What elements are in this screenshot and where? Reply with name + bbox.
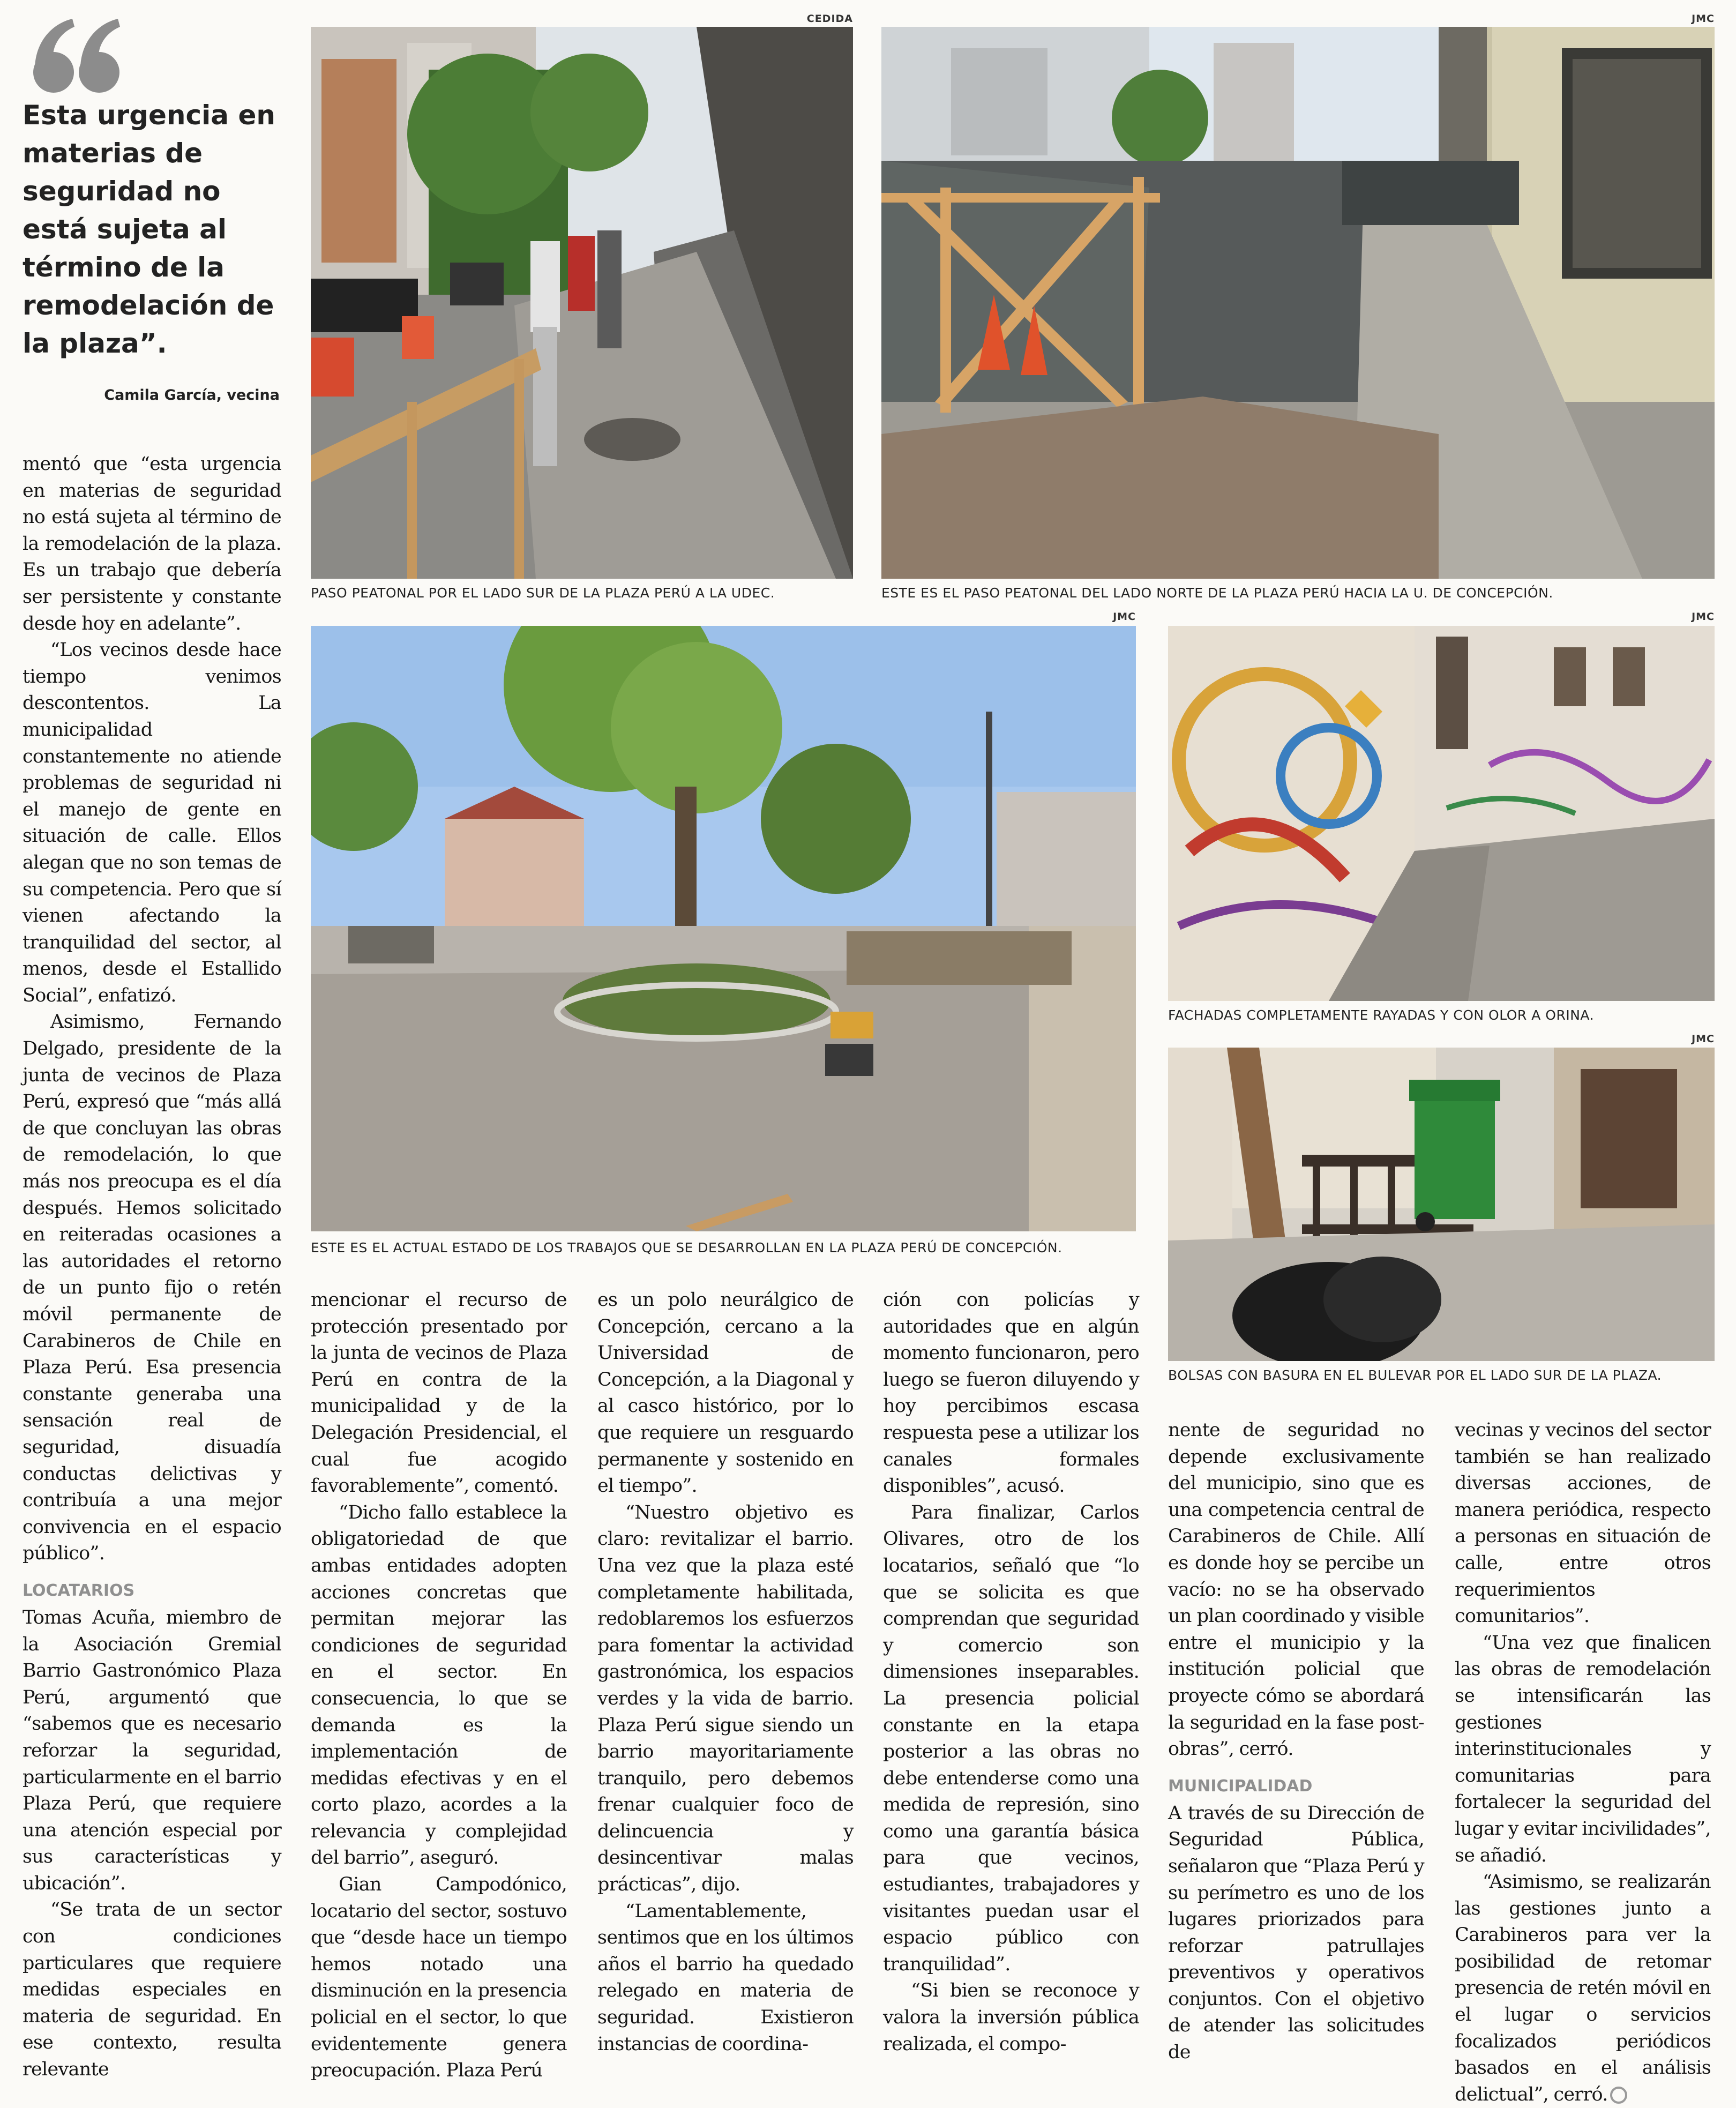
photo-caption: FACHADAS COMPLETAMENTE RAYADAS Y CON OLOR A ORINA. bbox=[1168, 1007, 1595, 1023]
paragraph: Para finalizar, Carlos Olivares, otro de los locatarios, señaló que “lo que se solicita es que comprendan que seguridad y comercio son dimensiones inseparables. La presencia policial constante en la etapa posterior a las obras no debe entenderse como una medida de represión, sino como una garantía básica para que vecinos, estudiantes, trabajadores y visitantes puedan usar el espacio público con tranquilidad”. bbox=[883, 1501, 1139, 1975]
pull-quote: Esta urgencia en materias de seguridad no está sujeta al término de la remodelación de la plaza”. bbox=[23, 100, 275, 359]
photo-graffiti-facades bbox=[1168, 626, 1715, 1001]
article-column-6 bbox=[1455, 1417, 1711, 2108]
photo-caption: ESTE ES EL ACTUAL ESTADO DE LOS TRABAJOS QUE SE DESARROLLAN EN LA PLAZA PERÚ DE CONCEPCIÓN. bbox=[311, 1240, 1062, 1255]
paragraph: mentó que “esta urgencia en materias de seguridad no está sujeta al término de la remodelación de la plaza. Es un trabajo que debería ser persistente y constante desde hoy en adelante”. bbox=[23, 453, 281, 634]
paragraph: Asimismo, Fernando Delgado, presidente de la junta de vecinos de Plaza Perú, expresó que “más allá de que concluyan las obras de remodelación, lo que más nos preocupa es el día después. Hemos solicitado en reiteradas ocasiones a las autoridades el retorno de un punto fijo o retén móvil permanente de Carabineros de Chile en Plaza Perú. Esa presencia constante generaba una sensación real de seguridad, disuadía conductas delictivas y contribuía a una mejor convivencia en el espacio público”. bbox=[23, 1011, 281, 1565]
article-column-4 bbox=[883, 1287, 1139, 2058]
photo-credit: JMC bbox=[1692, 13, 1715, 25]
photo-credit: JMC bbox=[1692, 611, 1715, 623]
photo-caption: ESTE ES EL PASO PEATONAL DEL LADO NORTE DE LA PLAZA PERÚ HACIA LA U. DE CONCEPCIÓN. bbox=[881, 585, 1553, 601]
photo-north-walkway bbox=[881, 27, 1715, 579]
paragraph: es un polo neurálgico de Concepción, cercano a la Universidad de Concepción, a la Diagonal y al casco histórico, por lo que requiere un resguardo permanente y sostenido en el tiempo”. bbox=[597, 1289, 854, 1497]
paragraph: “Los vecinos desde hace tiempo venimos descontentos. La municipalidad constantemente no atiende problemas de seguridad ni el manejo de gente en situación de calle. Ellos alegan que no son temas de su competencia. Pero que sí vienen afectando la tranquilidad del sector, al menos, desde el Estallido Social”, enfatizó. bbox=[23, 639, 281, 1006]
paragraph-text: “Asimismo, se realizarán las gestiones junto a Carabineros para ver la posibilidad de retomar presencia de retén móvil en el lugar o servicios focalizados periódicos basados en el análisis delictual”, cerró. bbox=[1455, 1871, 1711, 2105]
photo-caption: PASO PEATONAL POR EL LADO SUR DE LA PLAZA PERÚ A LA UDEC. bbox=[311, 585, 775, 601]
paragraph: “Una vez que finalicen las obras de remodelación se intensificarán las gestiones interinstitucionales y comunitarias para fortalecer la seguridad del lugar y evitar incivilidades”, se añadió. bbox=[1455, 1632, 1711, 1866]
paragraph: “Si bien se reconoce y valora la inversión pública realizada, el compo- bbox=[883, 1980, 1139, 2055]
article-column-1 bbox=[23, 451, 281, 2083]
paragraph: Gian Campodónico, locatario del sector, sostuvo que “desde hace un tiempo hemos notado una disminución en la presencia policial en el sector, lo que evidentemente genera preocupación. Plaza Perú bbox=[311, 1874, 567, 2082]
section-heading: LOCATARIOS bbox=[23, 1581, 135, 1600]
paragraph: ción con policías y autoridades que en algún momento funcionaron, pero luego se fueron diluyendo y hoy percibimos escasa respuesta pese a utilizar los canales formales disponibles”, acusó. bbox=[883, 1289, 1139, 1497]
paragraph bbox=[1455, 1869, 1711, 2108]
article-column-2 bbox=[311, 1287, 567, 2084]
paragraph: “Se trata de un sector con condiciones particulares que requiere medidas especiales en materia de seguridad. En ese contexto, resulta relevante bbox=[23, 1899, 281, 2081]
section-heading: MUNICIPALIDAD bbox=[1168, 1776, 1313, 1796]
paragraph: “Nuestro objetivo es claro: revitalizar el barrio. Una vez que la plaza esté completamente habilitada, redoblaremos los esfuerzos para fomentar la actividad gastronómica, los espacios verdes y la vida de barrio. Plaza Perú sigue siendo un barrio mayoritariamente tranquilo, pero debemos frenar cualquier foco de delincuencia y desincentivar malas prácticas”, dijo. bbox=[597, 1501, 854, 1896]
article-column-5 bbox=[1168, 1417, 1424, 2066]
photo-south-walkway bbox=[311, 27, 853, 579]
photo-plaza-works bbox=[311, 626, 1136, 1231]
paragraph: nente de seguridad no depende exclusivamente del municipio, sino que es una competencia central de Carabineros de Chile. Allí es donde hoy se percibe un vacío: no se ha observado un plan coordinado y visible entre el municipio y la institución policial que proyecte cómo se abordará la seguridad en la fase post-obras”, cerró. bbox=[1168, 1419, 1424, 1760]
photo-credit: CEDIDA bbox=[806, 13, 853, 25]
quote-mark-icon bbox=[29, 16, 126, 96]
photo-trash-bags bbox=[1168, 1048, 1715, 1361]
paragraph: “Dicho fallo establece la obligatoriedad de que ambas entidades adopten acciones concretas que permitan mejorar las condiciones de seguridad en el sector. En consecuencia, lo que se demanda es la implementación de medidas efectivas y en el corto plazo, acordes a la relevancia y complejidad del barrio”, aseguró. bbox=[311, 1501, 567, 1869]
pull-quote-author: Camila García, vecina bbox=[104, 387, 280, 403]
photo-credit: JMC bbox=[1113, 611, 1136, 623]
paragraph: Tomas Acuña, miembro de la Asociación Gremial Barrio Gastronómico Plaza Perú, argumentó que “sabemos que es necesario reforzar la seguridad, particularmente en el barrio Plaza Perú, que requiere una atención especial por sus características y ubicación”. bbox=[23, 1606, 281, 1894]
paragraph: mencionar el recurso de protección presentado por la junta de vecinos de Plaza Perú en contra de la municipalidad y de la Delegación Presidencial, el cual fue acogido favorablemente”, comentó. bbox=[311, 1289, 567, 1497]
photo-credit: JMC bbox=[1692, 1033, 1715, 1045]
end-mark-icon bbox=[1610, 2087, 1627, 2104]
paragraph: A través de su Dirección de Seguridad Pública, señalaron que “Plaza Perú y su perímetro es uno de los lugares priorizados para reforzar patrullajes preventivos y operativos conjuntos. Con el objetivo de atender las solicitudes de bbox=[1168, 1802, 1424, 2064]
photo-caption: BOLSAS CON BASURA EN EL BULEVAR POR EL LADO SUR DE LA PLAZA. bbox=[1168, 1367, 1662, 1383]
article-column-3 bbox=[597, 1287, 854, 2058]
paragraph: vecinas y vecinos del sector también se han realizado diversas acciones, de manera periódica, respecto a personas en situación de calle, entre otros requerimientos comunitarios”. bbox=[1455, 1419, 1711, 1627]
paragraph: “Lamentablemente, sentimos que en los últimos años el barrio ha quedado relegado en materia de seguridad. Existieron instancias de coordina- bbox=[597, 1900, 854, 2055]
